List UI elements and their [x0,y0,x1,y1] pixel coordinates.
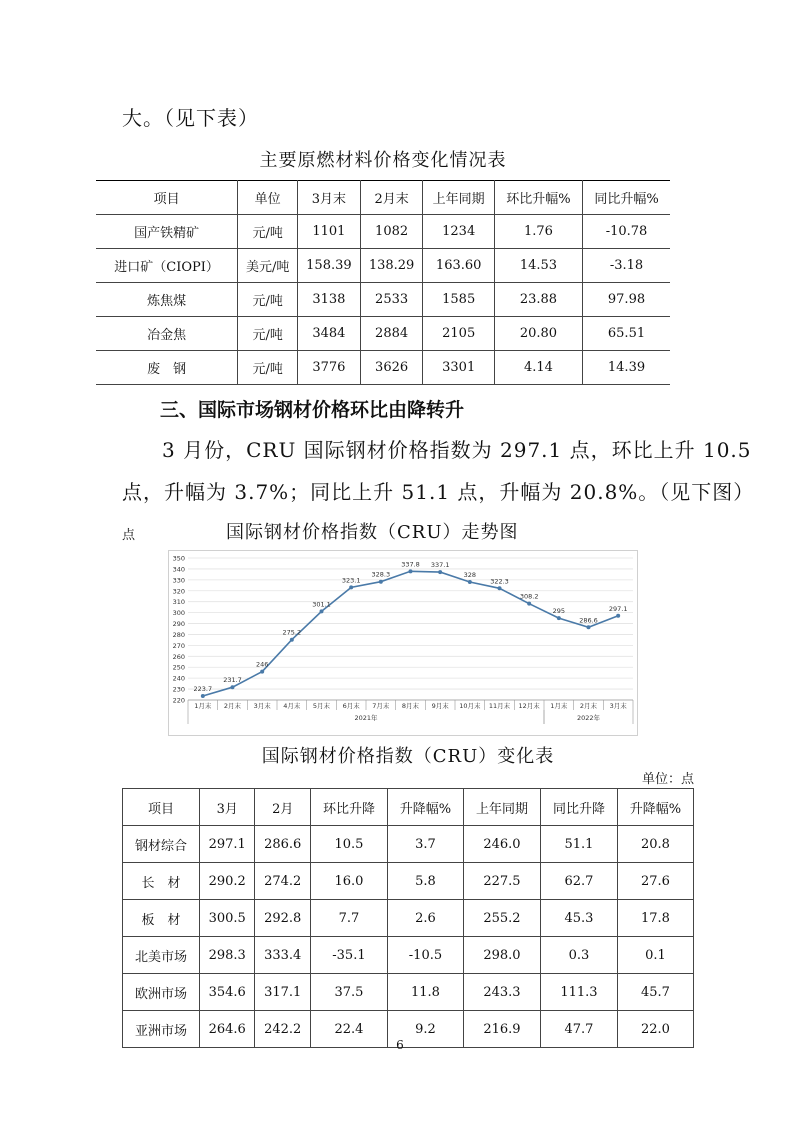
y-tick-label: 250 [172,663,185,672]
table2-cell: 10.5 [310,826,387,863]
table2-cell: 354.6 [199,974,254,1011]
raw-materials-price-table [96,180,670,385]
data-label: 301.1 [312,600,331,609]
x-tick-label: 12月末 [518,702,540,710]
table2-cell: 227.5 [463,863,540,900]
data-label: 286.6 [579,616,598,625]
table1-header-cell: 同比升幅% [583,181,670,215]
table2-cell: 51.1 [540,826,617,863]
data-point [231,685,235,689]
y-tick-label: 260 [172,652,185,661]
data-point [320,609,324,613]
table1-cell: 冶金焦 [96,317,238,351]
table2-header-cell: 上年同期 [463,789,540,826]
table2-cell: 22.0 [617,1011,693,1048]
table1-cell: 138.29 [360,249,423,283]
table2-cell: 9.2 [387,1011,463,1048]
x-tick-label: 10月末 [459,702,481,710]
x-tick-label: 1月末 [550,702,568,710]
table1-cell: 163.60 [423,249,494,283]
chart-unit-label: 点 [122,528,136,543]
data-label: 275.2 [282,628,302,637]
y-tick-label: 340 [172,565,185,574]
table1-cell: 美元/吨 [238,249,298,283]
x-tick-label: 2月末 [579,702,598,710]
table1-cell: 2105 [423,317,494,351]
table1-header-cell: 环比升幅% [494,181,582,215]
table2-cell: 欧洲市场 [123,974,200,1011]
x-tick-label: 5月末 [312,702,331,710]
table1-header-row [96,181,670,215]
table1-cell: 3626 [360,351,423,385]
table1-row [96,249,670,283]
table1-cell: 炼焦煤 [96,283,238,317]
table2-cell: 62.7 [540,863,617,900]
x-tick-label: 8月末 [401,702,420,710]
x-tick-label: 11月末 [488,702,511,710]
data-point [379,580,383,584]
data-point [201,694,205,698]
section-heading: 三、国际市场钢材价格环比由降转升 [160,399,465,421]
data-label: 322.3 [490,577,509,586]
table1-row [96,351,670,385]
table1-cell: 3301 [423,351,494,385]
table1-cell: 1234 [423,215,494,249]
table2-row [123,974,694,1011]
y-tick-label: 330 [172,576,185,585]
table1-cell: 元/吨 [238,283,298,317]
table1-cell: 1.76 [494,215,582,249]
y-tick-label: 240 [172,674,185,683]
table2-header-row [123,789,694,826]
table2-cell: 290.2 [199,863,254,900]
table2-unit: 单位：点 [641,772,694,787]
table2-cell: 2.6 [387,900,463,937]
data-point [260,670,264,674]
table2-cell: 0.3 [540,937,617,974]
data-point [468,580,472,584]
table2-cell: 216.9 [463,1011,540,1048]
table1-row [96,283,670,317]
table2-header-cell: 升降幅% [617,789,693,826]
y-tick-label: 320 [172,587,185,596]
table1-cell: 14.39 [583,351,670,385]
table1-title: 主要原燃材料价格变化情况表 [259,150,507,171]
table2-cell: 16.0 [310,863,387,900]
data-point [349,585,353,589]
table1-cell: 元/吨 [238,351,298,385]
table1-cell: 3138 [298,283,361,317]
data-label: 328 [463,571,477,580]
table2-header-cell: 环比升降 [310,789,387,826]
data-label: 223.7 [193,684,213,693]
table2-cell: 246.0 [463,826,540,863]
table1-cell: -10.78 [583,215,670,249]
y-tick-label: 300 [172,609,185,618]
data-label: 297.1 [608,604,628,613]
data-point [587,625,591,629]
table2-cell: 255.2 [463,900,540,937]
data-point [616,614,620,618]
table2-cell: 264.6 [199,1011,254,1048]
table1-cell: 97.98 [583,283,670,317]
table2-cell: 300.5 [199,900,254,937]
y-tick-label: 290 [172,620,185,629]
table2-cell: 17.8 [617,900,693,937]
x-tick-label: 3月末 [253,702,271,710]
data-label: 295 [552,607,566,616]
intro-line: 大。（见下表） [122,106,259,130]
table2-cell: 板 材 [123,900,200,937]
table2-cell: 37.5 [310,974,387,1011]
table2-cell: 47.7 [540,1011,617,1048]
data-label: 337.8 [401,560,420,569]
table2-header-cell: 2月 [255,789,310,826]
x-group-label: 2021年 [354,714,378,722]
cru-index-table [122,788,694,1048]
table1-cell: 2884 [360,317,423,351]
table2-cell: 5.8 [387,863,463,900]
table2-cell: 长 材 [123,863,200,900]
data-label: 246 [255,660,269,669]
table1-cell: 3776 [298,351,361,385]
table1-cell: 2533 [360,283,423,317]
y-tick-label: 230 [172,685,185,694]
table2-row [123,826,694,863]
table2-cell: 27.6 [617,863,693,900]
table2-cell: 298.3 [199,937,254,974]
table2-header-cell: 项目 [123,789,200,826]
table2-cell: 333.4 [255,937,310,974]
data-point [498,586,502,590]
table1-cell: 国产铁精矿 [96,215,238,249]
table1-cell: 1585 [423,283,494,317]
y-tick-label: 310 [172,598,185,607]
table1-cell: 进口矿（CIOPI） [96,249,238,283]
table1-cell: 65.51 [583,317,670,351]
table2-cell: 242.2 [255,1011,310,1048]
table2-cell: 20.8 [617,826,693,863]
data-label: 308.2 [519,592,539,601]
table2-cell: 297.1 [199,826,254,863]
x-group-label: 2022年 [576,714,601,722]
x-tick-label: 9月末 [431,702,449,710]
table1-cell: 1101 [298,215,361,249]
table2-header-cell: 同比升降 [540,789,617,826]
table1-row [96,317,670,351]
data-point [438,570,442,574]
table2-cell: -35.1 [310,937,387,974]
table2-cell: 11.8 [387,974,463,1011]
cru-trend-chart [168,550,638,736]
data-point [557,616,561,620]
table2-header-cell: 升降幅% [387,789,463,826]
table2-cell: 274.2 [255,863,310,900]
table1-header-cell: 单位 [238,181,298,215]
table1-row [96,215,670,249]
table2-cell: 亚洲市场 [123,1011,200,1048]
x-tick-label: 1月末 [194,702,212,710]
table1-cell: 20.80 [494,317,582,351]
table2-cell: 7.7 [310,900,387,937]
data-label: 231.7 [223,676,242,685]
data-point [290,638,294,642]
paragraph-line-2: 点，升幅为 3.7%；同比上升 51.1 点，升幅为 20.8%。（见下图） [122,480,755,504]
x-tick-label: 3月末 [609,702,627,710]
table1-cell: 元/吨 [238,215,298,249]
x-tick-label: 7月末 [372,702,390,710]
data-point [527,602,531,606]
table2-cell: 钢材综合 [123,826,200,863]
table1-header-cell: 2月末 [360,181,423,215]
table2-cell: 317.1 [255,974,310,1011]
table1-header-cell: 3月末 [298,181,361,215]
table1-header-cell: 项目 [96,181,238,215]
table1-cell: 14.53 [494,249,582,283]
table2-cell: 3.7 [387,826,463,863]
data-point [409,569,413,573]
data-label: 323.1 [341,576,361,585]
table2-cell: 45.7 [617,974,693,1011]
table2-cell: 45.3 [540,900,617,937]
table2-cell: 0.1 [617,937,693,974]
table1-cell: 23.88 [494,283,582,317]
table1-cell: 废 钢 [96,351,238,385]
y-tick-label: 270 [172,641,185,650]
table1-cell: 3484 [298,317,361,351]
table2-cell: 292.8 [255,900,310,937]
table2-title: 国际钢材价格指数（CRU）变化表 [261,746,555,767]
table2-cell: 286.6 [255,826,310,863]
table2-cell: 243.3 [463,974,540,1011]
data-label: 337.1 [430,561,450,570]
x-tick-label: 2月末 [223,702,242,710]
table2-cell: -10.5 [387,937,463,974]
data-label: 328.3 [371,570,391,579]
y-tick-label: 220 [172,696,185,705]
page-number: 6 [396,1038,404,1052]
table2-header-cell: 3月 [199,789,254,826]
y-tick-label: 350 [172,554,185,563]
table2-cell: 22.4 [310,1011,387,1048]
table1-cell: -3.18 [583,249,670,283]
table2-row [123,863,694,900]
chart-title: 国际钢材价格指数（CRU）走势图 [226,522,519,543]
table1-cell: 4.14 [494,351,582,385]
table2-cell: 北美市场 [123,937,200,974]
table2-cell: 298.0 [463,937,540,974]
table1-cell: 158.39 [298,249,361,283]
table1-cell: 元/吨 [238,317,298,351]
table2-cell: 111.3 [540,974,617,1011]
table2-row [123,900,694,937]
table1-cell: 1082 [360,215,423,249]
y-tick-label: 280 [172,630,185,639]
x-tick-label: 6月末 [342,702,360,710]
paragraph-line-1: 3 月份，CRU 国际钢材价格指数为 297.1 点，环比上升 10.5 [162,438,752,462]
x-tick-label: 4月末 [283,702,301,710]
table1-header-cell: 上年同期 [423,181,494,215]
table2-row [123,937,694,974]
